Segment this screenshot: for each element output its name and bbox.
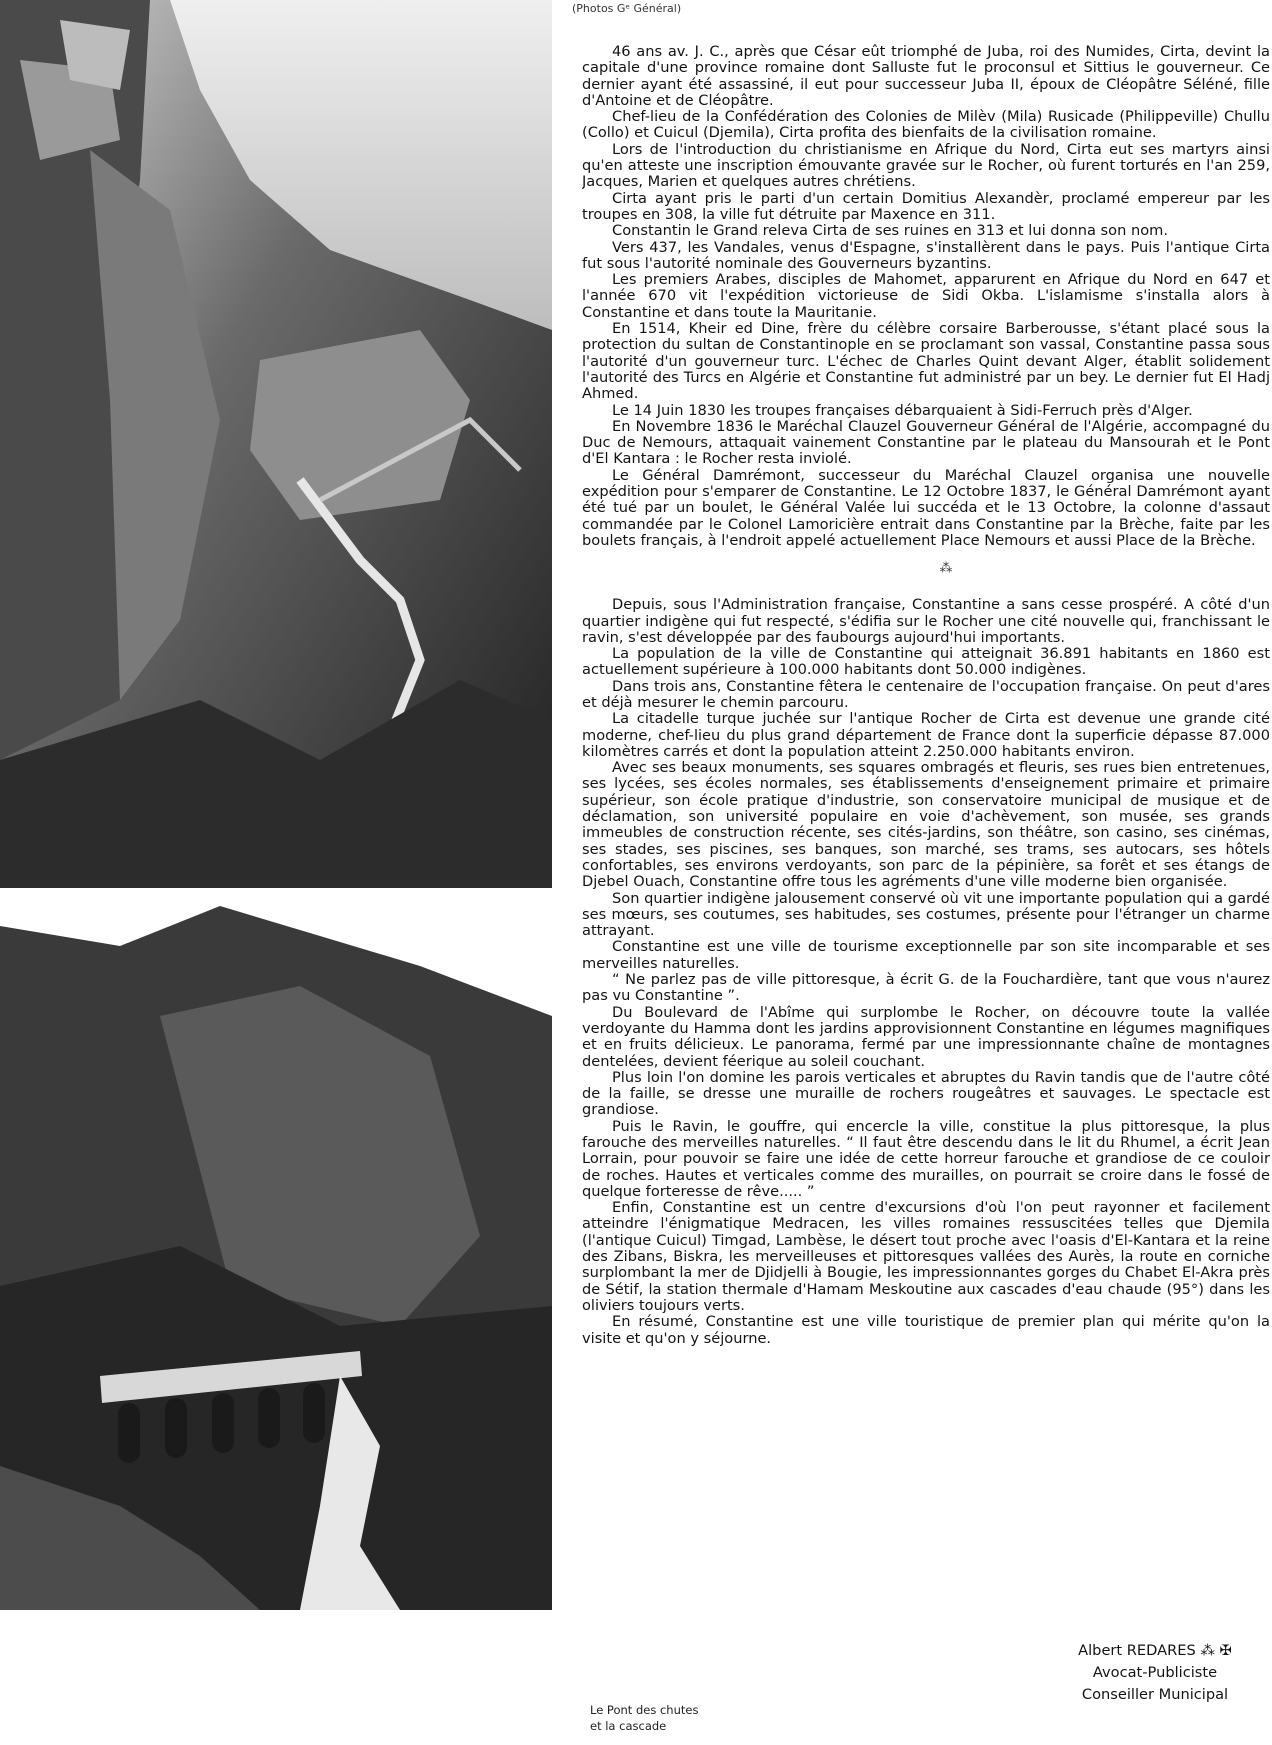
article-paragraph: Le Général Damrémont, successeur du Maréchal Clauzel organisa une nouvelle expédition pour s'emparer de Constantine. Le 12 Octobre 1837, le Général Damrémont ayant été tué par un boulet, le Général Valée lui succéda et le 13 Octobre, la colonne d'assaut commandée par le Colonel Lamoricière entrait dans Constantine par la Brèche, faite par les boulets français, à l'endroit appelé actuellement Place Nemours et aussi Place de la Brèche. <box>582 466 1270 549</box>
article-paragraph: 46 ans av. J. C., après que César eût triomphé de Juba, roi des Numides, Cirta, devint la capitale d'une province romaine dont Salluste fut le proconsul et Sittius le gouverneur. Ce dernier ayant été assassiné, il eut pour successeur Juba II, époux de Cléopâtre Séléné, fille d'Antoine et de Cléopâtre. <box>582 44 1270 109</box>
article-paragraph: Constantine est une ville de tourisme exceptionnelle par son site incomparable et ses merveilles naturelles. <box>582 938 1270 972</box>
article-paragraph: Constantin le Grand releva Cirta de ses ruines en 313 et lui donna son nom. <box>612 222 1168 240</box>
photo-rock-cliffs <box>0 0 552 888</box>
article-paragraph: En résumé, Constantine est une ville touristique de premier plan qui mérite qu'on la visite et qu'on y séjourne. <box>582 1313 1270 1347</box>
article-paragraph: Dans trois ans, Constantine fêtera le centenaire de l'occupation française. On peut d'ares et déjà mesurer le chemin parcouru. <box>582 677 1270 711</box>
article-paragraph: Le 14 Juin 1830 les troupes françaises débarquaient à Sidi-Ferruch près d'Alger. <box>612 401 1193 419</box>
article-paragraph: Depuis, sous l'Administration française, Constantine a sans cesse prospéré. A côté d'un quartier indigène qui fut respecté, s'édifia sur le Rocher une cité nouvelle qui, franchissant le ravin, s'est développée par des faubourgs aujourd'hui importants. <box>582 596 1270 646</box>
article-paragraph: “ Ne parlez pas de ville pittoresque, à écrit G. de la Fouchardière, tant que vous n'aurez pas vu Constantine ”. <box>582 971 1270 1005</box>
author-decorations: ⁂ ✠ <box>1200 1642 1232 1659</box>
article-paragraph: En 1514, Kheir ed Dine, frère du célèbre corsaire Barberousse, s'étant placé sous la protection du sultan de Constantinople en se proclamant son vassal, Constantine passa sous l'autorité d'un gouverneur turc. L'échec de Charles Quint devant Alger, établit solidement l'autorité des Turcs en Algérie et Constantine fut administré par un bey. Le dernier fut El Hadj Ahmed. <box>582 320 1270 403</box>
article-paragraph: Enfin, Constantine est un centre d'excursions d'où l'on peut rayonner et facilement atteindre l'énigmatique Medracen, les villes romaines ressuscitées telles que Djemila (l'antique Cuicul) Timgad, Lambèse, le désert tout proche avec l'oasis d'El-Kantara et la reine des Zibans, Biskra, les merveilleuses et pittoresques vallées des Aurès, la route en corniche surplombant la mer de Djidjelli à Bougie, les impressionnantes gorges du Chabet El-Akra près de Sétif, la station thermale d'Hamam Meskoutine aux cascades d'eau chaude (95°) dans les oliviers toujours verts. <box>582 1199 1270 1314</box>
article-body <box>582 44 1270 1624</box>
article-section-modern <box>582 597 1270 1347</box>
author-title: Avocat-Publiciste <box>1092 1664 1218 1681</box>
article-paragraph: Du Boulevard de l'Abîme qui surplombe le Rocher, on découvre toute la vallée verdoyante du Hamma dont les jardins approvisionnent Constantine en légumes magnifiques et en fruits délicieux. Le panorama, fermé par une impressionnante chaîne de montagnes dentelées, devient féerique au soleil couchant. <box>582 1003 1270 1070</box>
article-section-history <box>582 44 1270 549</box>
section-asterism: ⁂ <box>939 561 953 577</box>
photo-bridge-waterfall <box>0 906 552 1610</box>
photo-credit: (Photos Gᵉ Général) <box>572 2 682 15</box>
signature-block <box>1040 1640 1270 1706</box>
photo-caption: Le Pont des chutes et la cascade <box>590 1703 699 1733</box>
article-paragraph: Son quartier indigène jalousement conservé où vit une importante population qui a gardé ses mœurs, ses coutumes, ses habitudes, ses costumes, présente pour l'étranger un charme attrayant. <box>582 889 1270 940</box>
author-line <box>1040 1640 1270 1662</box>
author-name: Albert REDARES <box>1078 1642 1196 1659</box>
article-paragraph: Plus loin l'on domine les parois verticales et abruptes du Ravin tandis que de l'autre côté de la faille, se dresse une muraille de rochers rougeâtres et sauvages. Le spectacle est grandiose. <box>582 1068 1270 1119</box>
article-paragraph: Vers 437, les Vandales, venus d'Espagne, s'installèrent dans le pays. Puis l'antique Cirta fut sous l'autorité nominale des Gouverneurs byzantins. <box>582 238 1270 272</box>
article-paragraph: Puis le Ravin, le gouffre, qui encercle la ville, constitue la plus pittoresque, la plus farouche des merveilles naturelles. “ Il faut être descendu dans le lit du Rhumel, a écrit Jean Lorrain, pour pouvoir se faire une idée de cette horreur farouche et grandiose de ce couloir de roches. Hautes et verticales comme des murailles, on pourrait se croire dans le fossé de quelque forteresse de rêve..... ” <box>582 1117 1270 1200</box>
article-paragraph: Lors de l'introduction du christianisme en Afrique du Nord, Cirta eut ses martyrs ainsi qu'en atteste une inscription émouvante gravée sur le Rocher, où furent torturés en l'an 259, Jacques, Marien et quelques autres chrétiens. <box>582 140 1270 191</box>
bridge-photo-graphic <box>0 906 552 1610</box>
article-paragraph: Chef-lieu de la Confédération des Colonies de Milèv (Mila) Rusicade (Philippeville) Chullu (Collo) et Cuicul (Djemila), Cirta profita des bienfaits de la civilisation romaine. <box>582 108 1270 142</box>
article-paragraph: Avec ses beaux monuments, ses squares ombragés et fleuris, ses rues bien entretenues, ses lycées, ses écoles normales, ses établissements d'enseignement primaire et primaire supérieur, son école pratique d'industrie, son conservatoire municipal de musique et de déclamation, son université populaire en voie d'achèvement, son musée, ses grands immeubles de construction récente, ses cités-jardins, son théâtre, son casino, ses cinémas, ses stades, ses piscines, ses banques, son marché, ses trams, ses autocars, ses hôtels confortables, ses environs verdoyants, son parc de la pépinière, sa forêt et ses étangs de Djebel Ouach, Constantine offre tous les agréments d'une ville moderne bien organisée. <box>582 759 1270 891</box>
article-paragraph: En Novembre 1836 le Maréchal Clauzel Gouverneur Général de l'Algérie, accompagné du Duc de Nemours, attaquait vainement Constantine par le plateau du Mansourah et le Pont d'El Kantara : le Rocher resta inviolé. <box>582 417 1270 468</box>
cliff-photo-graphic <box>0 0 552 888</box>
article-paragraph: Les premiers Arabes, disciples de Mahomet, apparurent en Afrique du Nord en 647 et l'année 670 vit l'expédition victorieuse de Sidi Okba. L'islamisme s'installa alors à Constantine et dans toute la Mauritanie. <box>582 271 1270 321</box>
article-paragraph: Cirta ayant pris le parti d'un certain Domitius Alexandèr, proclamé empereur par les troupes en 308, la ville fut détruite par Maxence en 311. <box>582 189 1270 223</box>
article-paragraph: La population de la ville de Constantine qui atteignait 36.891 habitants en 1860 est actuellement supérieure à 100.000 habitants dont 50.000 indigènes. <box>582 645 1270 679</box>
article-paragraph: La citadelle turque juchée sur l'antique Rocher de Cirta est devenue une grande cité moderne, chef-lieu du plus grand département de France dont la superficie dépasse 87.000 kilomètres carrés et dont la population atteint 2.250.000 habitants environ. <box>582 710 1270 760</box>
author-office: Conseiller Municipal <box>1081 1686 1229 1703</box>
